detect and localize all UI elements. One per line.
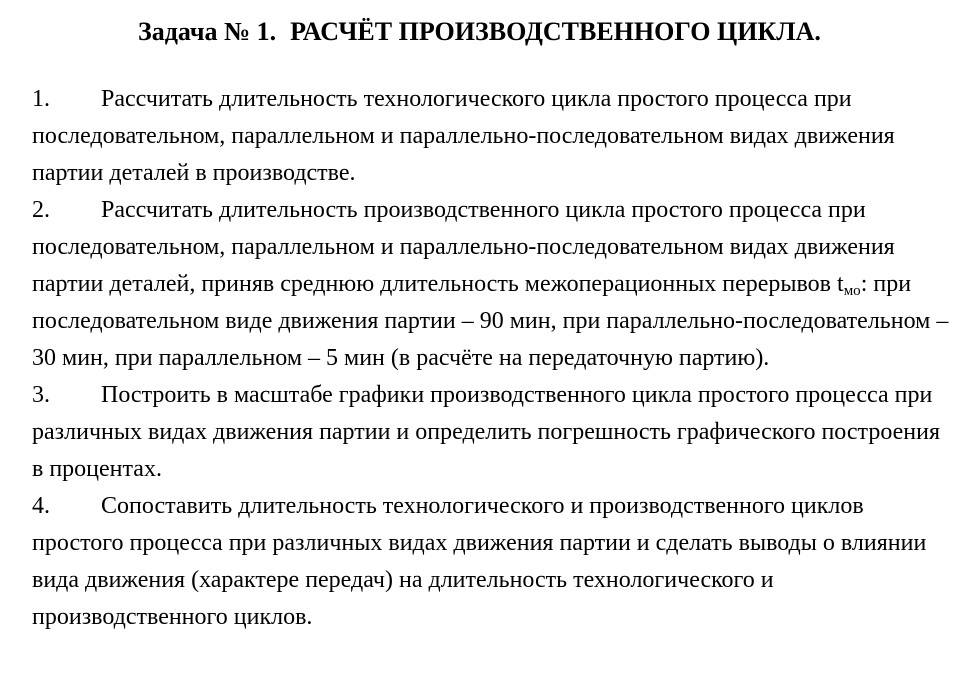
task-item-2: [32, 192, 950, 377]
item-text: Построить в масштабе графики производственного цикла простого процесса при различных видах движения партии и определить погрешность графического построения в процентах.: [32, 382, 941, 482]
task-number: Задача № 1.: [138, 17, 277, 46]
task-item-1: [32, 81, 950, 192]
item-subscript: мо: [843, 283, 861, 299]
task-list: [32, 81, 950, 636]
task-title: [0, 12, 959, 52]
task-heading: РАСЧЁТ ПРОИЗВОДСТВЕННОГО ЦИКЛА.: [290, 17, 821, 46]
item-text: Рассчитать длительность производственного цикла простого процесса при последовательном, параллельном и параллельно-последовательном видах движения партии деталей, приняв среднюю длительность межоперационных перерывов t: [32, 197, 895, 297]
item-number: 1.: [32, 86, 50, 112]
item-text: Сопоставить длительность технологического и производственного циклов простого процесса при различных видах движения партии и сделать выводы о влиянии вида движения (характере передач) на длительность технологического и производственного циклов.: [32, 493, 927, 630]
item-text: Рассчитать длительность технологического цикла простого процесса при последовательном, параллельном и параллельно-последовательном видах движения партии деталей в производстве.: [32, 86, 895, 186]
task-item-4: [32, 488, 950, 636]
item-number: 3.: [32, 382, 50, 408]
task-item-3: [32, 377, 950, 488]
item-number: 4.: [32, 493, 50, 519]
item-number: 2.: [32, 197, 50, 223]
item-text-continued: : при последовательном виде движения партии – 90 мин, при параллельно-последовательном – 30 мин, при параллельном – 5 мин (в расчёте на передаточную партию).: [32, 271, 949, 371]
